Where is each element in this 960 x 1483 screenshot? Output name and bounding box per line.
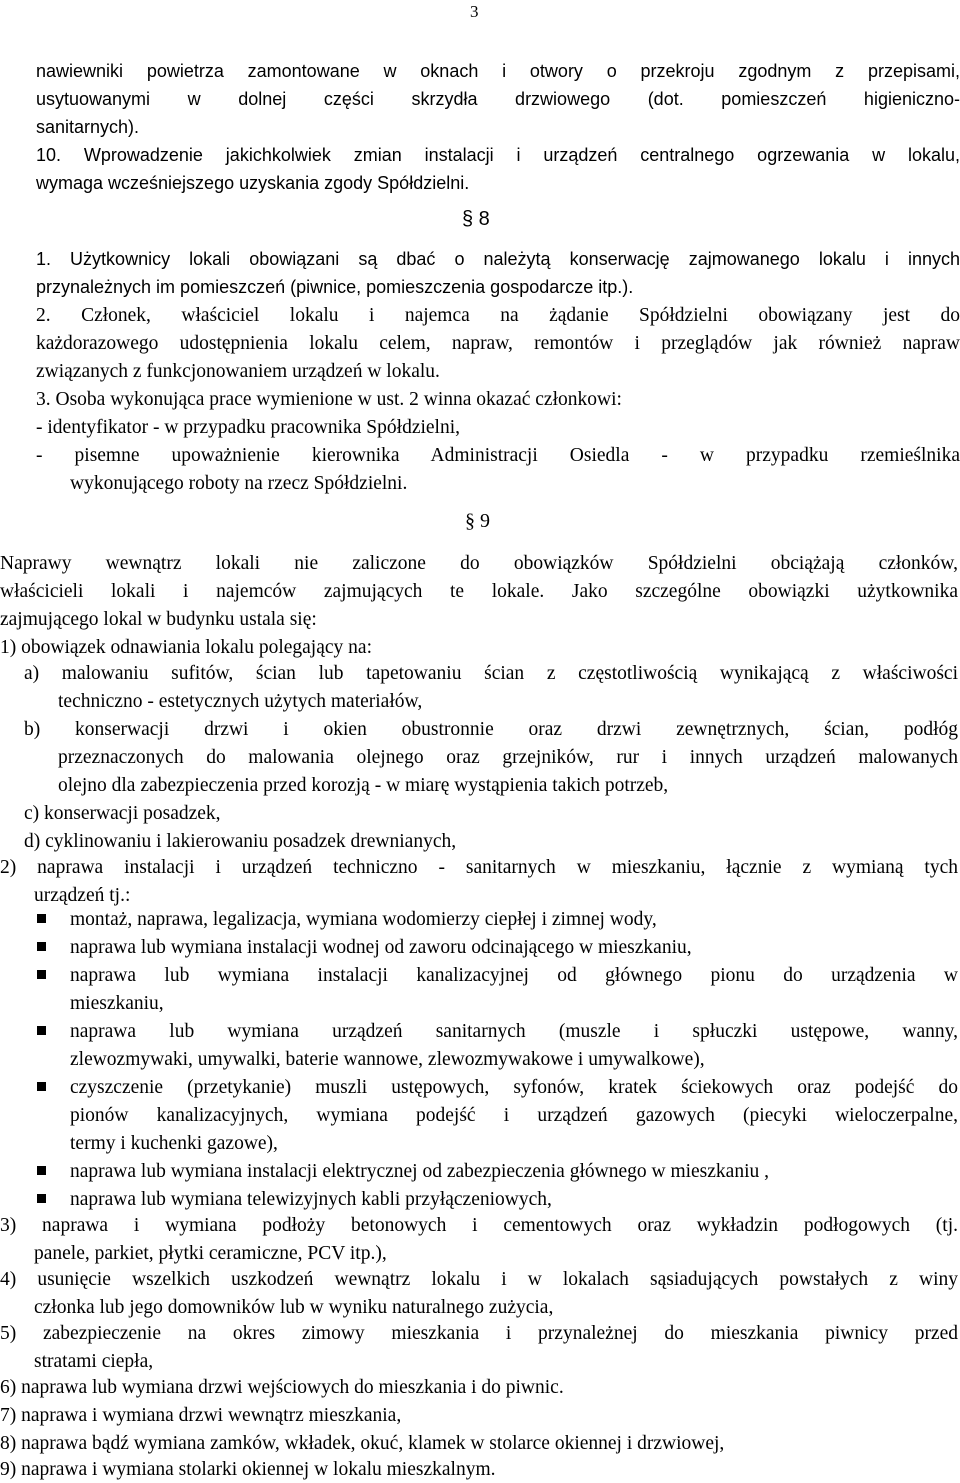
bullet-item-continuation: zlewozmywaki, umywalki, baterie wannowe, zlewozmywakowe i umywalkowe),: [70, 1049, 705, 1070]
paragraph-line: przynależnych im pomieszczeń (piwnice, pomieszczenia gospodarcze itp.).: [36, 277, 634, 297]
paragraph-line: zajmującego lokal w budynku ustala się:: [0, 609, 317, 630]
bullet-item-continuation: termy i kuchenki gazowe),: [70, 1133, 278, 1154]
list-item: - pisemne upoważnienie kierownika Administracji Osiedla - w przypadku rzemieślnika: [36, 445, 960, 466]
list-item: 5) zabezpieczenie na okres zimowy mieszkania i przynależnej do mieszkania piwnicy przed: [0, 1323, 958, 1344]
paragraph-line: właścicieli lokali i najemców zajmujących te lokale. Jako szczególne obowiązki użytkownika: [0, 581, 958, 602]
list-item-continuation: członka lub jego domowników lub w wyniku naturalnego zużycia,: [34, 1297, 554, 1318]
list-item-continuation: techniczno - estetycznych użytych materiałów,: [58, 691, 423, 712]
square-bullet-icon: [37, 1166, 46, 1175]
list-item: 4) usunięcie wszelkich uszkodzeń wewnątrz lokalu i w lokalach sąsiadujących powstałych z winy: [0, 1269, 958, 1290]
paragraph-line: 1. Użytkownicy lokali obowiązani są dbać o należytą konserwację zajmowanego lokalu i innych: [36, 249, 960, 269]
list-item: 6) naprawa lub wymiana drzwi wejściowych do mieszkania i do piwnic.: [0, 1377, 564, 1398]
paragraph-line: każdorazowego udostępnienia lokalu celem, napraw, remontów i przeglądów jak również napraw: [36, 333, 960, 354]
bullet-item-continuation: mieszkaniu,: [70, 993, 164, 1014]
bullet-item: naprawa lub wymiana telewizyjnych kabli przyłączeniowych,: [70, 1189, 552, 1210]
bullet-item: naprawa lub wymiana urządzeń sanitarnych (muszle i spłuczki ustępowe, wanny,: [70, 1021, 958, 1042]
square-bullet-icon: [37, 970, 46, 979]
paragraph-line: sanitarnych).: [36, 117, 140, 137]
square-bullet-icon: [37, 1026, 46, 1035]
list-item: b) konserwacji drzwi i okien obustronnie oraz drzwi zewnętrznych, ścian, podłóg: [24, 719, 958, 740]
list-item: 7) naprawa i wymiana drzwi wewnątrz mieszkania,: [0, 1405, 402, 1426]
list-item: 3) naprawa i wymiana podłoży betonowych i cementowych oraz wykładzin podłogowych (tj.: [0, 1215, 958, 1236]
section-heading-8: § 8: [462, 208, 490, 230]
paragraph-line: Naprawy wewnątrz lokali nie zaliczone do obowiązków Spółdzielni obciążają członków,: [0, 553, 958, 574]
paragraph-line: 3. Osoba wykonująca prace wymienione w ust. 2 winna okazać członkowi:: [36, 389, 622, 410]
list-item-continuation: przeznaczonych do malowania olejnego oraz grzejników, rur i innych urządzeń malowanych: [58, 747, 958, 768]
square-bullet-icon: [37, 1082, 46, 1091]
list-item: a) malowaniu sufitów, ścian lub tapetowaniu ścian z częstotliwością wynikającą z właściwości: [24, 663, 958, 684]
paragraph-line: wymaga wcześniejszego uzyskania zgody Spółdzielni.: [36, 173, 470, 193]
list-item: 8) naprawa bądź wymiana zamków, wkładek, okuć, klamek w stolarce okiennej i drzwiowej,: [0, 1433, 725, 1454]
list-item: - identyfikator - w przypadku pracownika Spółdzielni,: [36, 417, 461, 438]
page-number: 3: [470, 2, 479, 21]
bullet-item: montaż, naprawa, legalizacja, wymiana wodomierzy ciepłej i zimnej wody,: [70, 909, 657, 930]
list-item: d) cyklinowaniu i lakierowaniu posadzek drewnianych,: [24, 831, 457, 852]
list-item: 2) naprawa instalacji i urządzeń techniczno - sanitarnych w mieszkaniu, łącznie z wymianą tych: [0, 857, 958, 878]
bullet-item: naprawa lub wymiana instalacji wodnej od zaworu odcinającego w mieszkaniu,: [70, 937, 692, 958]
bullet-item: naprawa lub wymiana instalacji elektrycznej od zabezpieczenia głównego w mieszkaniu ,: [70, 1161, 770, 1182]
list-item-continuation: wykonującego roboty na rzecz Spółdzielni.: [70, 473, 408, 494]
list-item-continuation: olejno dla zabezpieczenia przed korozją - w miarę wystąpienia takich potrzeb,: [58, 775, 669, 796]
paragraph-line: 10. Wprowadzenie jakichkolwiek zmian instalacji i urządzeń centralnego ogrzewania w lokalu,: [36, 145, 960, 165]
paragraph-line: nawiewniki powietrza zamontowane w oknach i otwory o przekroju zgodnym z przepisami,: [36, 61, 960, 81]
square-bullet-icon: [37, 942, 46, 951]
list-item-continuation: panele, parkiet, płytki ceramiczne, PCV itp.),: [34, 1243, 387, 1264]
paragraph-line: usytuowanymi w dolnej części skrzydła drzwiowego (dot. pomieszczeń higieniczno-: [36, 89, 960, 109]
bullet-item: naprawa lub wymiana instalacji kanalizacyjnej od głównego pionu do urządzenia w: [70, 965, 958, 986]
list-item-continuation: stratami ciepła,: [34, 1351, 154, 1372]
list-item: 1) obowiązek odnawiania lokalu polegający na:: [0, 637, 372, 658]
square-bullet-icon: [37, 1194, 46, 1203]
paragraph-line: 2. Członek, właściciel lokalu i najemca na żądanie Spółdzielni obowiązany jest do: [36, 305, 960, 326]
bullet-item: czyszczenie (przetykanie) muszli ustępowych, syfonów, kratek ściekowych oraz podejść do: [70, 1077, 958, 1098]
bullet-item-continuation: pionów kanalizacyjnych, wymiana podejść i urządzeń gazowych (piecyki wieloczerpalne,: [70, 1105, 958, 1126]
paragraph-line: związanych z funkcjonowaniem urządzeń w lokalu.: [36, 361, 440, 382]
list-item-continuation: urządzeń tj.:: [34, 885, 131, 906]
list-item: c) konserwacji posadzek,: [24, 803, 221, 824]
square-bullet-icon: [37, 914, 46, 923]
section-heading-9: § 9: [465, 510, 490, 532]
list-item: 9) naprawa i wymiana stolarki okiennej w lokalu mieszkalnym.: [0, 1459, 496, 1480]
